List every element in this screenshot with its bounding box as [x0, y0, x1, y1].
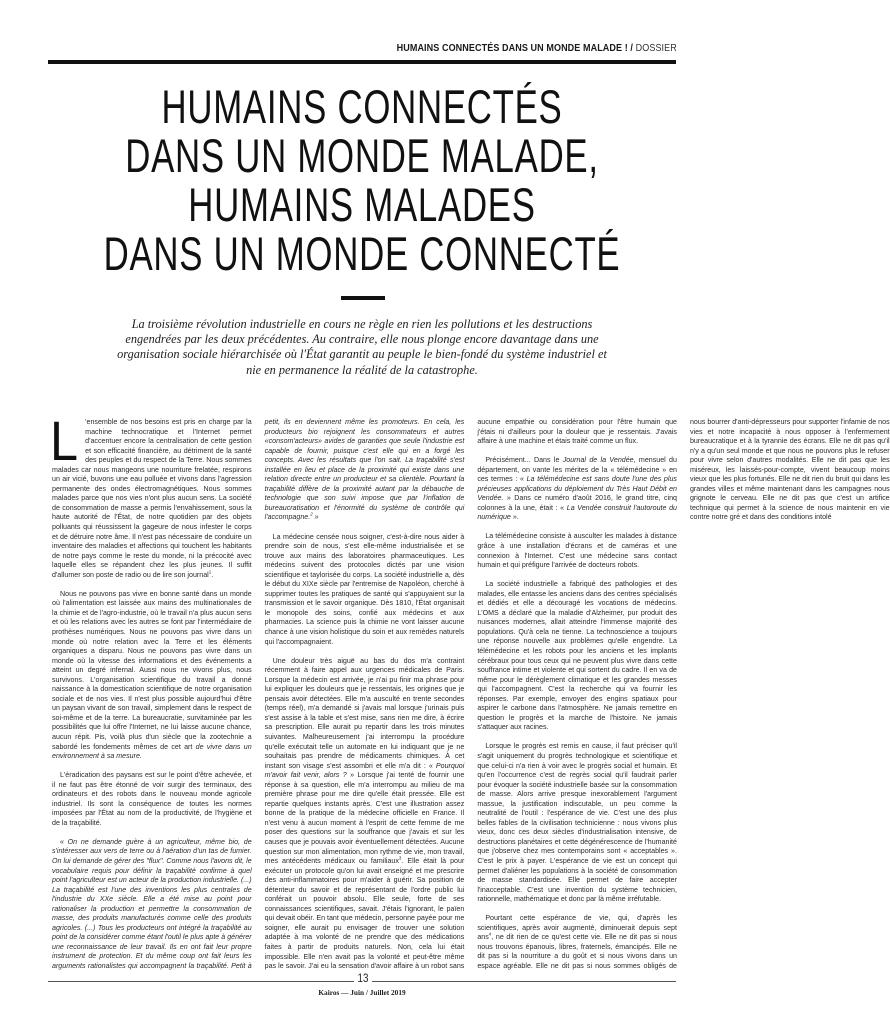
body-paragraph: Une douleur très aiguë au bas du dos m'a contraint récemment à faire appel aux urgences médicales de Paris. Lorsque la médecin est arrivée, je n'ai pu finir ma phrase pour lui expliquer les douleurs que je ressentais, les origines que je pensais avoir détectées. Elle m'a ausculté en trente secondes (temps réel), m'a demandé si j'avais mal lorsque j'urinais puis s'est assise à la table et s'est mise, sans rien me dire, à écrire sa prescription. Elle aurait pu repartir dans les trois minutes suivantes. Malheureusement j'ai interrompu la procédure qu'elle exécutait telle un automate en lui indiquant que je ne souhaitais pas prendre de médicaments chimiques. À cet instant son visage s'est assombri et elle m'a dit : « Pourquoi m'avoir fait venir, alors ? » Lorsque j'ai tenté de fournir une réponse à sa question, elle m'a interrompu au milieu de ma première phrase pour me dire qu'elle était pressée. Elle est repartie quelques instants après. C'est une illustration assez bonne de la pratique de la médecine officielle en France. Il n'est venu à aucun moment à l'esprit de cette femme de me poser des questions sur la souffrance que j'avais et sur les causes que je pouvais avoir éventuellement détectées. Aucune question sur mon alimentation, mon rythme de vie, mon travail, mes antécédents médicaux ou familiaux$^3$. Elle était là pour exécuter un protocole qu'on lui avait enseigné et me prescrire des anti-inflammatoires pour m'aider à guérir. Sa position de détenteur du savoir et de représentant de l'ordre public lui conférait un pouvoir absolu. Elle seule, forte de ses connaissances scientifiques, savait. J'étais l'ignorant, le païen qui devait obéir. En tant que médecin, personne payée pour me soigner, elle aurait pu envisager de trouver une solution adaptée à ma volonté de ne prendre que des médications faites à partir de produits naturels. Non, cela lui était impossible. Elle n'en avait pas la volonté et peut-être même pas le savoir. J'ai eu la sensation d'avoir affaire à un robot sans aucune empathie ou considération pour l'être humain que j'étais ni d'ailleurs pour la douleur que je ressentais. J'avais affaire à une machine et étais traité comme un flux. — [264, 418, 677, 971]
running-head-rubric: DOSSIER — [635, 42, 677, 54]
body-paragraph: L'éradication des paysans est sur le point d'être achevée, et il ne faut pas être étonné de voir surgir des terminaux, des ordinateurs et des robots dans le nouveau monde agricole industriel. Ils sont la conséquence de toutes les normes imposées par l'État au nom de la productivité, de l'hygiène et de la traçabilité. — [52, 771, 252, 827]
body-paragraph: L 'ensemble de nos besoins est pris en charge par la machine technocratique et l'Internet permet d'accentuer encore la centralisation de cette gestion et son efficacité financière, au détriment de la santé des peuples et du respect de la Terre. Nous sommes malades car nous mangeons une nourriture frelatée, respirons un air vicié, buvons une eau polluée et vivons dans l'agression permanente des ondes électromagnétiques. Nous sommes malades parce que nos vies n'ont plus aucun sens. La société de consommation de masse a permis l'envahissement, sous la haute autorité de l'État, de notre quotidien par des objets polluants qui réussissent la gageure de nous infester le corps et de détruire notre âme. Il n'est pas nécessaire de conduire un inventaire des maladies et affections qui touchent les habitants de notre pays comme le reste du monde, ni la précocité avec laquelle elles se répandent chez les plus jeunes. Il suffit d'allumer son poste de radio ou de lire son journal$^1$. — [50, 409, 252, 579]
title-line: DANS UN MONDE MALADE, — [125, 129, 599, 182]
article-title — [0, 82, 724, 278]
title-line: HUMAINS CONNECTÉS — [161, 80, 563, 133]
running-head — [397, 42, 677, 54]
drop-cap: L — [50, 409, 79, 472]
body-paragraph: La médecine censée nous soigner, c'est-à-dire nous aider à prendre soin de nous, s'est elle-même industrialisée et se trouve aux mains des laboratoires pharmaceutiques. Les médecins suivent des protocoles dictés par une vision scientifique et taylorisée du corps. La société industrielle a, dès le début du XIXe siècle par l'entremise de Napoléon, cherché à supprimer toutes les pratiques de santé qui s'appuyaient sur la transmission et le savoir organique. Dès 1810, l'État organisait le monopole des soins, confié aux médecins et aux pharmacies. La science puis la chimie ne vont laisser aucune chance à une vision holistique du soin et aux remèdes naturels qui l'accompagnaient. — [264, 532, 465, 646]
block-quote: « On ne demande guère à un agriculteur, même bio, de s'intéresser aux vers de terre ou à l'aération d'un tas de fumier. On lui demande de gérer des "flux". Comme nous l'avons dit, le vocabulaire requis pour définir la traçabilité confirme à quel point l'agriculteur est un acteur de la production industrielle. (...) La traçabilité est l'une des inventions les plus centrales de l'industrie du XXe siècle. Elle a été mise au point pour rationaliser la production et permettre la consommation de masse, des produits manufacturés comme celle des produits agricoles. (...) Tous les producteurs ont intégré la traçabilité au point de la considérer comme étant l'outil le plus apte à générer une reconnaissance de leur travail. Ils en ont fait leur propre instrument de protection. Et du même coup ont fait leurs les arguments rationalistes qui accompagnent la traçabilité. Petit à petit, ils en deviennent même les promoteurs. En cela, les producteurs bio rejoignent les consommateurs et autres «consom'acteurs» avides de garanties que seule l'industrie est capable de fournir, puisque c'est elle qui en a forgé les concepts. Avec les résultats que l'on sait. La traçabilité s'est installée en lieu et place de la proximité qui existe dans une relation directe entre un producteur et sa clientèle. Pourtant la traçabilité diffère de la proximité autant par la débauche de technologie que son suivi impose que par l'inflation de bureaucratisation et l'énormité du système de contrôle qui l'accompagne.$^2$ » — [52, 418, 465, 971]
title-line: HUMAINS MALADES — [188, 178, 536, 231]
body-paragraph: La société industrielle a fabriqué des pathologies et des malades, elle entasse les anciens dans des centres spécialisés et dédiés et elle a découragé les vocations de médecins. L'OMS a déclaré que la maladie d'Alzheimer, pur produit des nuisances modernes, allait atteindre l'immense majorité des populations. Qu'à cela ne tienne. La technoscience a toujours une réponse nouvelle aux problèmes qu'elle engendre. La télémédecine et les robots pour les anciens et les implants cérébraux pour tous ceux qui ne peuvent plus vivre dans cette souffrance intime et violente et qui sortent du cadre. Il en va de même pour le dérèglement climatique et les grandes messes qui l'accompagnent. C'est la recherche qui va fournir les réponses. Par exemple, envoyer des engins spatiaux pour aspirer le carbone dans l'atmosphère. Ne jamais remettre en question le progrès et la marche de l'histoire. Ne jamais s'attaquer aux racines. — [477, 580, 677, 732]
footnote-ref: 4 — [488, 931, 492, 937]
footnote-ref: 2 — [310, 512, 313, 518]
article-body — [50, 409, 890, 974]
footer-rule-right — [372, 981, 676, 982]
body-paragraph: La télémédecine consiste à ausculter les malades à distance grâce à une installation d'écrans et de caméras et une connexion à l'Internet. C'est une médecine sans contact humain et qui préfigure l'arrivée de docteurs robots. — [477, 532, 677, 570]
body-paragraph: Nous ne pouvons pas vivre en bonne santé dans un monde où l'alimentation est laissée aux mains des multinationales de la chimie et de l'agro-industrie, où le travail n'a plus aucun sens et où les relations avec les autres se font par l'intermédiaire de prothèses numériques. Nous ne pouvons pas vivre dans un monde où notre relation avec la Terre et les éléments organiques a disparu. Nous ne pouvons pas vivre dans un monde où la vitesse des informations et des événements a atteint un degré infernal. Aussi nous ne vivons plus, nous survivons. L'organisation scientifique du travail a donné naissance à la domestication scientifique de notre organisation sociale et de nos vies. Il n'est plus possible aujourd'hui d'être un paysan vivant de son travail, simplement dans le respect de soi-même et de la terre. La bureaucratie, survitaminée par les possibilités que lui offre l'Internet, ne lui laisse aucune chance, aucun répit. Pis, voilà plus d'un siècle que la zootechnie a sabordé les fondements mêmes de cet art de vivre dans un environnement à sa mesure. — [52, 589, 252, 761]
page-number: 13 — [357, 973, 369, 985]
header-rule — [48, 60, 676, 64]
body-paragraph: Pourtant cette espérance de vie, qui, d'après les scientifiques, après avoir augmenté, diminuerait depuis sept ans$^4$, ne dit rien de ce qu'est cette vie. Elle ne dit pas si nous nous trouvons épanouis, libres, fraternels, émancipés. Elle ne dit pas si la nourriture a du goût et si nous vivons dans un espace agréable. Elle ne dit pas si nous sommes obligés de nous bourrer d'anti-dépresseurs pour supporter l'infamie de nos vies et notre incapacité à nous opposer à l'enfermement bureaucratique et à la tyrannie des écrans. Elle ne dit pas qu'il n'y a qu'un seul monde et que nous ne pouvons plus le refuser pour vivre selon d'autres modalités. Elle ne dit pas que les miséreux, les laissés-pour-compte, vivent beaucoup moins vieux que les plus fortunés. Elle ne dit rien du bruit qui dans les grandes villes et même maintenant dans les campagnes nous grignote le cerveau. Elle ne dit pas que c'est un artifice technique qui permet à la science de nous maintenir en vie contre notre gré et dans des conditions intolé — [477, 418, 890, 970]
title-line: DANS UN MONDE CONNECTÉ — [103, 227, 621, 280]
running-head-separator: / — [630, 42, 636, 54]
body-paragraph: Lorsque le progrès est remis en cause, il faut préciser qu'il s'agit uniquement du progrès technologique et scientifique et que celui-ci n'a rien à voir avec le progrès social et humain. Et qu'en l'occurrence c'est de regrès social qu'il faudrait parler pour évoquer la société industrielle basée sur la consommation de masse. Alors arrive presque inexorablement l'argument massue, la justification indiscutable, un peu comme la neutralité de l'outil : l'espérance de vie. C'est une des plus belles fables de la civilisation technicienne : nous vivons plus vieux, donc ces deux siècles d'industrialisation intensive, de destructions planétaires et cette dégénérescence de l'humanité que j'observe chez mes contemporains sont « acceptables ». C'est le prix à payer. L'espérance de vie est un concept qui permet d'aliéner les populations à la société de consommation de masse standardisée. Elle permet de faire accepter l'inacceptable. C'est une invention du système technicien, rationnelle, mathématique et donc par là même irréfutable. — [477, 742, 677, 904]
footnote-ref: 3 — [398, 855, 402, 861]
article-deck: La troisième révolution industrielle en cours ne règle en rien les pollutions et les destructions engendrées par les deux précédentes. Au contraire, elle nous plonge encore davantage dans une organisation sociale hiérarchisée où l'État garantit au peuple le bien-fondé du système industriel et nie en permanence la réalité de la catastrophe. — [117, 317, 607, 377]
body-paragraph: Précisément... Dans le Journal de la Vendée, mensuel du département, on vante les mérites de la « télémédecine » en ces termes : « La télémédecine est sans doute l'une des plus précieuses applications du déploiement du Très Haut Débit en Vendée. » Dans ce numéro d'août 2016, le grand titre, cinq colonnes à la une, était : « La Vendée construit l'autoroute du numérique ». — [477, 456, 677, 522]
publication-footer: Kairos — Juin / Juillet 2019 — [318, 988, 406, 997]
running-head-section: HUMAINS CONNECTÉS DANS UN MONDE MALADE ! — [396, 42, 631, 54]
title-divider — [341, 296, 385, 300]
footnote-ref: 1 — [208, 569, 212, 575]
footer-rule-left — [48, 981, 354, 982]
